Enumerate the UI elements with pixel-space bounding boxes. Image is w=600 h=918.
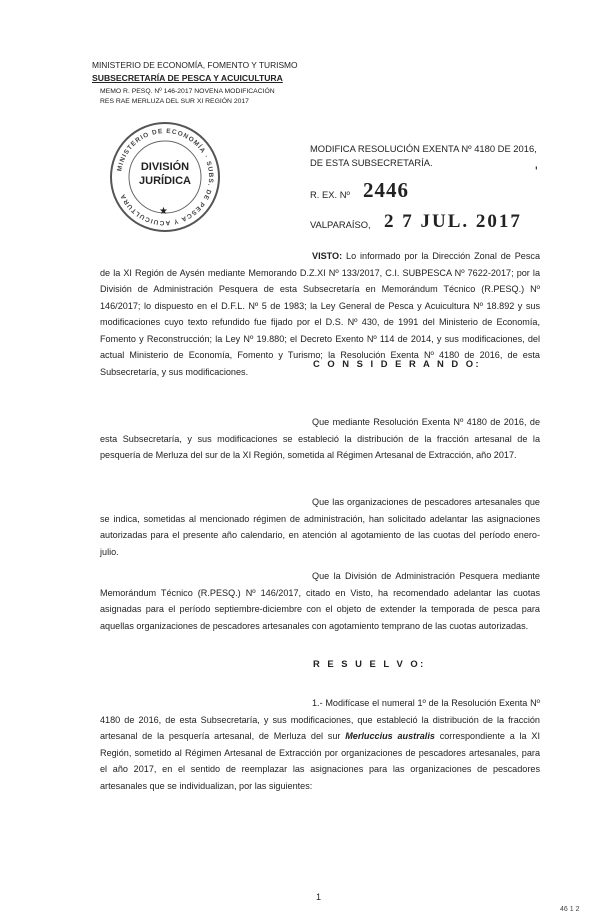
considerando-heading: C O N S I D E R A N D O:: [313, 358, 482, 369]
resolution-number: 2446: [363, 178, 409, 202]
date-stamp: 2 7 JUL. 2017: [384, 211, 522, 232]
seal-star-icon: ★: [159, 206, 168, 217]
visto-text: Lo informado por la Dirección Zonal de Pesca de la XI Región de Aysén mediante Memorando D.Z.XI Nº 133/2017, C.I. SUBPESCA Nº 7622-2017; por la División de Administración Pesquera de esta Subsecretaría en Memorándum Técnico (R.PESQ.) Nº 146/2017; lo dispuesto en el D.F.L. Nº 5 de 1983; la Ley General de Pesca y Acuicultura Nº 18.892 y sus modificaciones cuyo texto refundido fue fijado por el D.S. Nº 430, de 1991 del Ministerio de Economía, Fomento y Reconstrucción; la Ley Nº 19.880; el Decreto Exento Nº 114 de 2014, y sus modificaciones, del actual Ministerio de Economía, Fomento y Turismo; la Resolución Exenta Nº 4180 de 2016, de esta Subsecretaría, y sus modificaciones.: [100, 251, 541, 377]
resolution-label: R. EX. Nº: [310, 189, 350, 200]
seal-line-2: JURÍDICA: [139, 175, 191, 187]
reference-line-2: DE ESTA SUBSECRETARÍA.: [310, 157, 433, 168]
city-label: VALPARAÍSO,: [310, 219, 371, 230]
resuelvo-text-1b: correspondiente a la XI Región, sometido al Régimen Artesanal de Extracción por organizaciones de pescadores artesanales, para el año 2017, en el sentido de reemplazar las asignaciones para las organizaciones de pescadores artesanales que se individualizan, por las siguientes:: [100, 731, 540, 791]
resuelvo-heading: R E S U E L V O:: [313, 658, 426, 669]
considerando-paragraph-3: [100, 568, 540, 634]
memo-reference: MEMO R. PESQ. Nº 146-2017 NOVENA MODIFICACIÓN: [100, 88, 275, 95]
corner-code: 46 1 2: [560, 906, 580, 913]
considerando-paragraph-1: [100, 414, 540, 464]
page-number: 1: [316, 892, 322, 902]
tick-mark: ': [535, 163, 538, 179]
visto-label: VISTO:: [312, 251, 343, 261]
res-reference: RES RAE MERLUZA DEL SUR XI REGIÓN 2017: [100, 98, 249, 105]
seal-center: [135, 160, 195, 188]
reference-line-1: MODIFICA RESOLUCIÓN EXENTA Nº 4180 DE 2016,: [310, 143, 537, 154]
species-name: Merluccius australis: [345, 731, 435, 741]
considerando-text-3: Que la División de Administración Pesquera mediante Memorándum Técnico (R.PESQ.) Nº 146/2017, citado en Visto, ha recomendado adelantar las cuotas asignadas para el período septiembre-diciembre con el objeto de extender la temporada de pesca para aquellas organizaciones de pescadores artesanales con agotamiento temprano de las cuotas autorizadas.: [100, 571, 540, 631]
seal-line-1: DIVISIÓN: [140, 161, 190, 173]
resuelvo-text-1a: 1.- Modifícase el numeral 1º de la Resolución Exenta Nº 4180 de 2016, de esta Subsecretaría, y sus modificaciones, que estableció la distribución de la fracción artesanal de la pesquería artesanal, de Merluza del sur: [100, 698, 540, 741]
resuelvo-paragraph-1: [100, 695, 540, 794]
considerando-text-1: Que mediante Resolución Exenta Nº 4180 de 2016, de esta Subsecretaría, y sus modificaciones se estableció la distribución de la fracción artesanal de la pesquería de Merluza del sur de la XI Región, sometida al Régimen Artesanal de Extracción, año 2017.: [100, 417, 540, 460]
seal-ring-text: MINISTERIO DE ECONOMÍA · SUBS. DE PESCA Y ACUICULTURA: [116, 127, 215, 227]
subsecretaria-name: SUBSECRETARÍA DE PESCA Y ACUICULTURA: [92, 73, 283, 83]
considerando-text-2: Que las organizaciones de pescadores artesanales que se indica, sometidas al mencionado régimen de administración, han solicitado adelantar las asignaciones autorizadas para el presente año calendario, en atención al agotamiento de las cuotas del período enero-julio.: [100, 497, 540, 557]
division-juridica-seal: [110, 122, 220, 232]
considerando-paragraph-2: [100, 494, 540, 560]
ministry-name: MINISTERIO DE ECONOMÍA, FOMENTO Y TURISMO: [92, 60, 298, 70]
